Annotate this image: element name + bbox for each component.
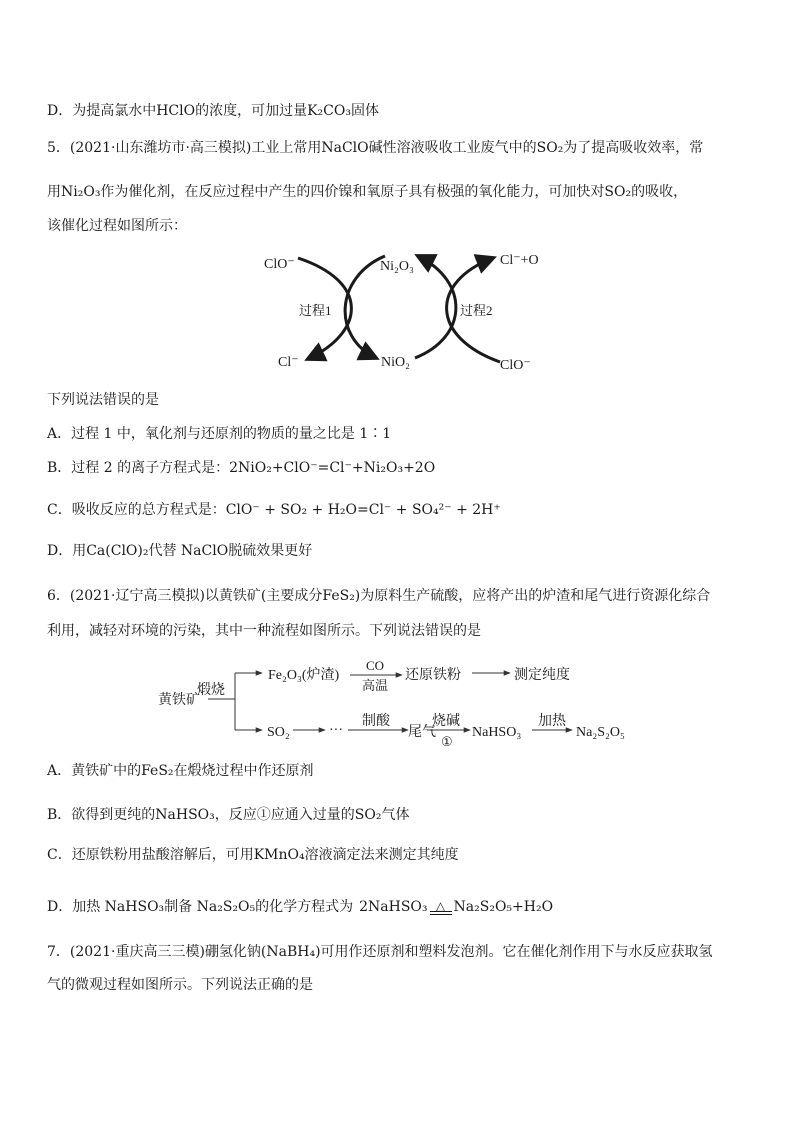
nahso3-label: NaHSO₃ (472, 725, 522, 740)
heat-label: 加热 (538, 714, 566, 729)
q6-option-d-eq-right: Na₂S₂O₅+H₂O (453, 899, 554, 915)
make-acid-label: 制酸 (362, 714, 390, 729)
q6-flow-diagram (150, 655, 650, 750)
nio2-label: NiO₂ (381, 355, 410, 370)
q6-option-d (47, 897, 553, 917)
q6-option-d-eq-left: 2NaHSO₃ (359, 899, 428, 915)
q5-stem-line-1: 5．(2021·山东潍坊市·高三模拟)工业上常用NaClO碱性溶液吸收工业废气中的SO₂为了提高吸收效率，常 (47, 140, 704, 156)
clo-top-left-label: ClO⁻ (264, 257, 295, 272)
ni2o3-label: Ni₂O₃ (380, 259, 414, 274)
roast-label: 煅烧 (197, 683, 225, 698)
q5-prompt: 下列说法错误的是 (47, 392, 159, 408)
q7-stem-line-1: 7．(2021·重庆高三三模)硼氢化钠(NaBH₄)可用作还原剂和塑料发泡剂。它在催化剂作用下与水反应获取氢 (47, 944, 713, 960)
co-label: CO (366, 658, 385, 673)
fe2o3-label: Fe₂O₃(炉渣) (268, 668, 340, 683)
high-temp-label: 高温 (362, 678, 389, 693)
q6-option-b: B．欲得到更纯的NaHSO₃，反应①应通入过量的SO₂气体 (47, 807, 410, 823)
q6-option-d-text: D．加热 NaHSO₃制备 Na₂S₂O₅的化学方程式为 (47, 899, 354, 915)
equals-heat-sign (430, 901, 452, 915)
q5-stem-line-3: 该催化过程如图所示： (47, 218, 187, 234)
reduced-iron-label: 还原铁粉 (405, 668, 461, 683)
q6-option-c: C．还原铁粉用盐酸溶解后，可用KMnO₄溶液滴定法来测定其纯度 (47, 847, 459, 863)
q6-option-a: A．黄铁矿中的FeS₂在煅烧过程中作还原剂 (47, 763, 314, 779)
q7-stem-line-2: 气的微观过程如图所示。下列说法正确的是 (47, 977, 313, 993)
q6-stem-line-1: 6．(2021·辽宁高三模拟)以黄铁矿(主要成分FeS₂)为原料生产硫酸，应将产出的炉渣和尾气进行资源化综合 (47, 588, 711, 604)
process1-label: 过程1 (299, 303, 332, 318)
measure-purity-label: 测定纯度 (514, 668, 570, 683)
tail-gas-label: 尾气 (408, 725, 436, 740)
circle-1-label: ① (441, 734, 453, 749)
clo-bottom-right-label: ClO⁻ (500, 358, 531, 373)
caustic-label: 烧碱 (432, 714, 460, 729)
dots-label: ··· (329, 723, 343, 738)
cl-o-top-right-label: Cl⁻+O (500, 253, 539, 268)
process2-label: 过程2 (460, 303, 493, 318)
delta-symbol: △ (435, 899, 446, 913)
q5-option-d: D．用Ca(ClO)₂代替 NaClO脱硫效果更好 (47, 543, 313, 559)
cl-bottom-left-label: Cl⁻ (278, 355, 299, 370)
q5-stem-line-2: 用Ni₂O₃作为催化剂，在反应过程中产生的四价镍和氧原子具有极强的氧化能力，可加快对SO₂的吸收， (47, 184, 688, 200)
q5-option-a: A．过程 1 中，氧化剂与还原剂的物质的量之比是 1∶1 (47, 426, 392, 442)
q4-option-d: D．为提高氯水中HClO的浓度，可加过量K₂CO₃固体 (47, 103, 379, 119)
na2s2o5-label: Na₂S₂O₅ (576, 725, 625, 740)
q5-option-c: C．吸收反应的总方程式是：ClO⁻ + SO₂ + H₂O=Cl⁻ + SO₄²⁻ + 2H⁺ (47, 502, 501, 518)
equals-bar (430, 911, 452, 915)
q6-stem-line-2: 利用，减轻对环境的污染，其中一种流程如图所示。下列说法错误的是 (47, 623, 481, 639)
q5-option-b: B．过程 2 的离子方程式是：2NiO₂+ClO⁻=Cl⁻+Ni₂O₃+2O (47, 460, 436, 476)
q5-catalysis-diagram (250, 242, 550, 380)
so2-label: SO₂ (267, 725, 290, 740)
process2-inner-arc (415, 256, 456, 358)
pyrite-label: 黄铁矿 (158, 693, 200, 708)
